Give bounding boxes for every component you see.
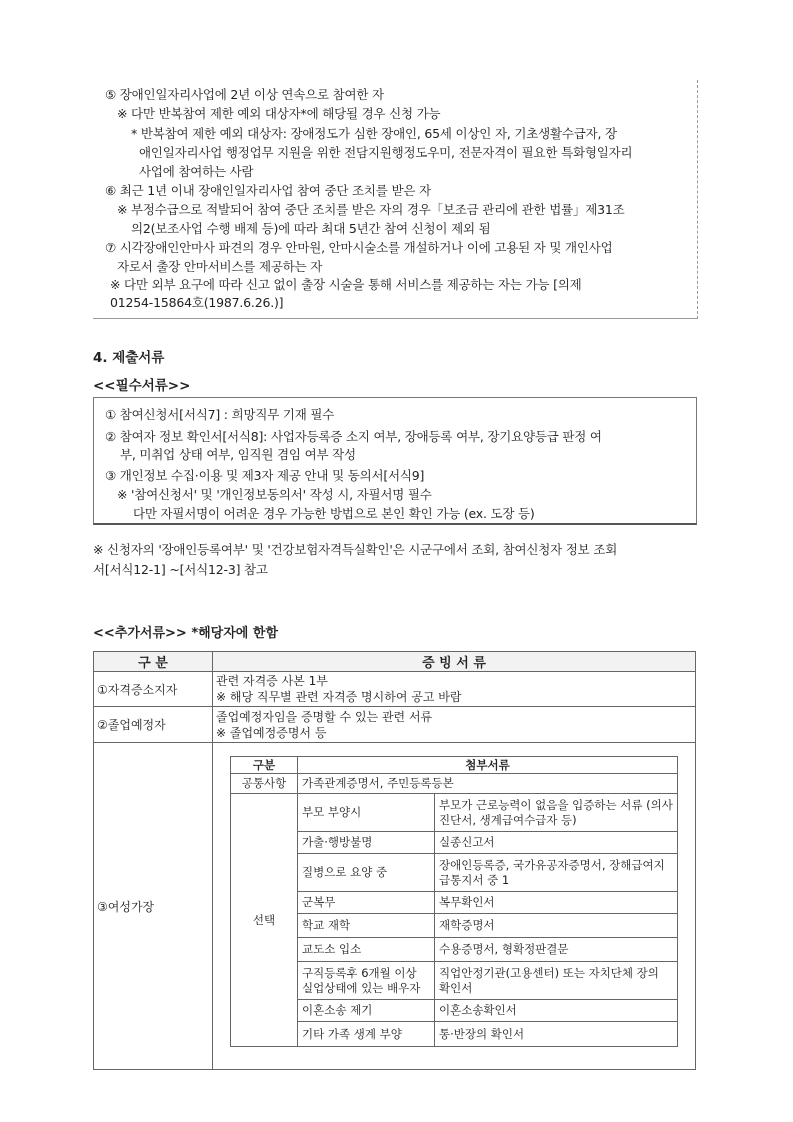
doc-cell: 재학증명서 (435, 914, 678, 938)
required-docs-heading: <<필수서류>> (93, 378, 191, 394)
row-label-graduate: ②졸업예정자 (94, 707, 213, 743)
exclusion-note: ※ 부정수급으로 적발되어 참여 중단 조치를 받은 자의 경우「보조금 관리에 관한 법률」제31조 (117, 202, 625, 217)
doc-cell: 통·반장의 확인서 (435, 1022, 678, 1047)
common-docs: 가족관계증명서, 주민등록등본 (298, 774, 678, 794)
case-cell: 기타 가족 생계 부양 (298, 1022, 435, 1047)
row-docs-graduate (213, 707, 696, 743)
doc-line: 졸업예정자임을 증명할 수 있는 관련 서류 (216, 709, 433, 724)
doc-line: 관련 자격증 사본 1부 (216, 674, 328, 688)
reference-note-cont: 서[서식12-1] ~[서식12-3] 참고 (93, 562, 268, 577)
section-title: 4. 제출서류 (93, 350, 165, 366)
table-header-category: 구 분 (94, 652, 213, 672)
case-cell: 부모 부양시 (298, 794, 435, 832)
exclusion-note-cont: 01254-15864호(1987.6.26.)] (110, 295, 284, 310)
doc-cell: 직업안정기관(고용센터) 또는 자치단체 장의 확인서 (435, 962, 678, 1000)
table-header-docs: 증 빙 서 류 (213, 652, 696, 672)
exclusion-note: ※ 다만 외부 요구에 따라 신고 없이 출장 시술을 통해 서비스를 제공하는 자는 가능 [의제 (110, 277, 582, 292)
required-doc-item: ① 참여신청서[서식7] : 희망직무 기재 필수 (105, 407, 335, 422)
exclusion-item-5: ⑤ 장애인일자리사업에 2년 이상 연속으로 참여한 자 (105, 87, 384, 102)
exclusion-note-cont: 의2(보조사업 수행 배제 등)에 따라 최대 5년간 참여 신청이 제외 됨 (131, 221, 491, 236)
doc-cell: 실종신고서 (435, 832, 678, 854)
doc-line: ※ 졸업예정증명서 등 (216, 725, 327, 740)
case-cell: 교도소 입소 (298, 938, 435, 962)
row-docs-license (213, 672, 696, 707)
required-doc-item: ② 참여자 정보 확인서[서식8]: 사업자등록증 소지 여부, 장애등록 여부, 장기요양등급 판정 여 (105, 429, 602, 444)
exclusion-item-7: ⑦ 시각장애인안마사 파견의 경우 안마원, 안마시술소를 개설하거나 이에 고용된 자 및 개인사업 (105, 240, 613, 255)
case-cell: 질병으로 요양 중 (298, 854, 435, 892)
common-label: 공통사항 (231, 774, 298, 794)
subtable-header-category: 구분 (231, 757, 298, 774)
exclusion-footnote: * 반복참여 제한 예외 대상자: 장애정도가 심한 장애인, 65세 이상인 자, 기초생활수급자, 장 (131, 126, 617, 141)
case-cell: 이혼소송 제기 (298, 1000, 435, 1022)
row-label-license: ①자격증소지자 (94, 672, 213, 707)
exclusion-note: ※ 다만 반복참여 제한 예외 대상자*에 해당될 경우 신청 가능 (117, 106, 441, 121)
doc-cell: 장애인등록증, 국가유공자증명서, 장해급여지급통지서 중 1 (435, 854, 678, 892)
exclusion-item-6: ⑥ 최근 1년 이내 장애인일자리사업 참여 중단 조치를 받은 자 (105, 183, 431, 198)
case-cell: 구직등록후 6개월 이상 실업상태에 있는 배우자 (298, 962, 435, 1000)
row-label-female-householder: ③여성가장 (94, 743, 213, 1070)
case-cell: 가출·행방불명 (298, 832, 435, 854)
required-doc-item: ③ 개인정보 수집·이용 및 제3자 제공 안내 및 동의서[서식9] (105, 468, 425, 483)
reference-note: ※ 신청자의 '장애인등록여부' 및 '건강보험자격득실확인'은 시군구에서 조회, 참여신청자 정보 조회 (93, 542, 618, 557)
doc-cell: 복무확인서 (435, 892, 678, 914)
required-doc-note: ※ '참여신청서' 및 '개인정보동의서' 작성 시, 자필서명 필수 (117, 487, 432, 502)
doc-cell: 수용증명서, 형확정판결문 (435, 938, 678, 962)
select-label: 선택 (231, 794, 298, 1047)
case-cell: 군복무 (298, 892, 435, 914)
doc-cell: 이혼소송확인서 (435, 1000, 678, 1022)
required-doc-item-cont: 부, 미취업 상태 여부, 임직원 겸임 여부 작성 (120, 447, 356, 462)
exclusion-footnote-cont: 애인일자리사업 행정업무 지원을 위한 전담지원행정도우미, 전문자격이 필요한 특화형일자리 (139, 145, 633, 160)
doc-line: ※ 해당 직무별 관련 자격증 명시하여 공고 바람 (216, 690, 462, 704)
case-cell: 학교 재학 (298, 914, 435, 938)
exclusion-item-7-cont: 자로서 출장 안마서비스를 제공하는 자 (117, 259, 323, 274)
female-householder-docs-table (230, 756, 678, 1047)
subtable-header-docs: 첨부서류 (298, 757, 678, 774)
exclusion-footnote-cont: 사업에 참여하는 사람 (139, 164, 254, 179)
additional-docs-heading: <<추가서류>> *해당자에 한함 (93, 626, 279, 641)
required-doc-note-cont: 다만 자필서명이 어려운 경우 가능한 방법으로 본인 확인 가능 (ex. 도장 등) (133, 506, 535, 521)
doc-cell: 부모가 근로능력이 없음을 입증하는 서류 (의사진단서, 생계급여수급자 등) (435, 794, 678, 832)
